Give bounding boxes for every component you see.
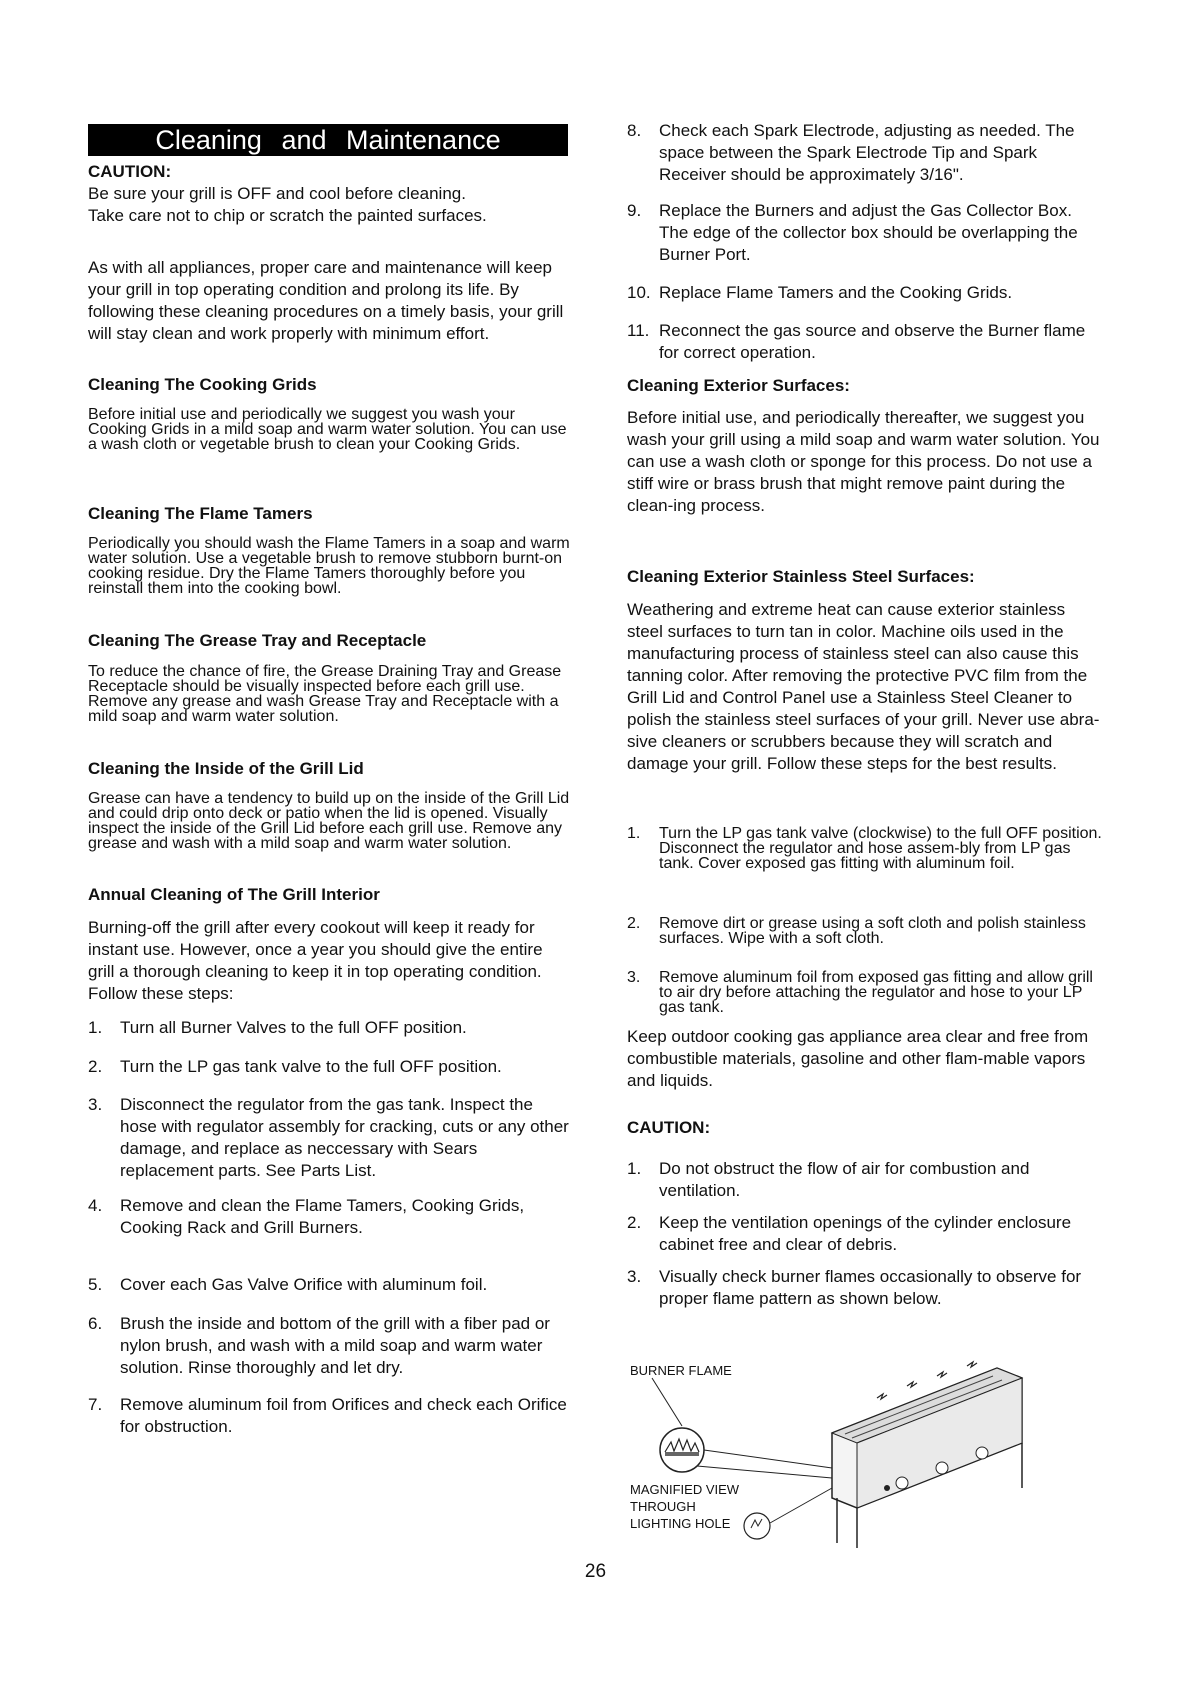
list-item-text: Reconnect the gas source and observe the Burner flame for correct operation.: [659, 321, 1086, 362]
list-item-number: 1.: [627, 825, 641, 842]
list-item-text: Turn the LP gas tank valve (clockwise) to the full OFF position. Disconnect the regulator and hose assem-bly from LP gas tank. Cover exposed gas fitting with aluminum foil.: [659, 825, 1102, 872]
list-item: [627, 1158, 1105, 1202]
list-item-number: 10.: [627, 283, 651, 302]
list-item-number: 11.: [627, 321, 650, 340]
page-number: 26: [584, 1561, 607, 1582]
control-knob-icon: [976, 1447, 988, 1459]
list-item-number: 2.: [627, 915, 641, 932]
list-item: [627, 200, 1105, 266]
list-item-number: 5.: [88, 1275, 103, 1294]
list-item: [627, 320, 1105, 364]
list-item-number: 7.: [88, 1395, 103, 1414]
caution-heading-2: CAUTION:: [627, 1118, 711, 1137]
lid-heading: Cleaning the Inside of the Grill Lid: [88, 759, 364, 778]
control-knob-icon: [936, 1462, 948, 1474]
lid-paragraph: Grease can have a tendency to build up on the inside of the Grill Lid and could drip onto deck or patio when the lid is opened. Visually inspect the inside of the Grill Lid before each grill use. Remove any grease and wash with a mild soap and warm water solution.: [88, 790, 570, 852]
lighting-hole-icon: [744, 1513, 770, 1539]
list-item-text: Remove aluminum foil from Orifices and check each Orifice for obstruction.: [120, 1395, 567, 1436]
keep-clear-paragraph: Keep outdoor cooking gas appliance area clear and free from combustible materials, gasoline and other flam-mable vapors and liquids.: [627, 1027, 1089, 1090]
list-item-number: 1.: [88, 1018, 103, 1037]
burner-flame-figure: [627, 1338, 1077, 1548]
list-item-text: Turn all Burner Valves to the full OFF position.: [120, 1018, 467, 1037]
list-item: [88, 1195, 570, 1239]
annual-heading: Annual Cleaning of The Grill Interior: [88, 885, 380, 904]
list-item: [88, 1056, 570, 1078]
list-item: [88, 1394, 570, 1438]
stainless-paragraph: Weathering and extreme heat can cause exterior stainless steel surfaces to turn tan in color. Machine oils used in the manufacturing process of stainless steel can also cause this tanning color. After removing the protective PVC film from the Grill Lid and Control Panel use a Stainless Steel Cleaner to polish the stainless steel surfaces of your grill. Never use abra-sive cleaners or scrubbers because they will scratch and damage your grill. Follow these steps for the best results.: [627, 600, 1100, 773]
lighting-hole-label: LIGHTING HOLE: [630, 1516, 731, 1531]
list-item: [88, 1017, 570, 1039]
list-item-text: Remove and clean the Flame Tamers, Cooking Grids, Cooking Rack and Grill Burners.: [120, 1196, 525, 1237]
list-item-text: Brush the inside and bottom of the grill with a fiber pad or nylon brush, and wash with a mild soap and warm water solution. Rinse thoroughly and let dry.: [120, 1314, 550, 1377]
list-item-text: Remove dirt or grease using a soft cloth and polish stainless surfaces. Wipe with a soft cloth.: [659, 915, 1086, 947]
tamers-heading: Cleaning The Flame Tamers: [88, 504, 313, 523]
list-item: [627, 120, 1105, 186]
magnified-view-label: MAGNIFIED VIEW: [630, 1482, 740, 1497]
annual-paragraph: Burning-off the grill after every cookout will keep it ready for instant use. However, once a year you should give the entire grill a thorough cleaning to keep it in top operating condition. Follow these steps:: [88, 918, 543, 1003]
list-item: [627, 1212, 1105, 1256]
list-item-number: 3.: [88, 1095, 103, 1114]
list-item: [627, 1266, 1105, 1310]
stainless-heading: Cleaning Exterior Stainless Steel Surfaces:: [627, 567, 975, 586]
list-item-text: Keep the ventilation openings of the cylinder enclosure cabinet free and clear of debris.: [659, 1213, 1072, 1254]
list-item-number: 1.: [627, 1159, 642, 1178]
exterior-heading: Cleaning Exterior Surfaces:: [627, 376, 850, 395]
list-item: [627, 970, 1105, 1015]
list-item: [88, 1313, 570, 1379]
list-item-number: 3.: [627, 1267, 642, 1286]
grids-paragraph: Before initial use and periodically we suggest you wash your Cooking Grids in a mild soap and warm water solution. You can use a wash cloth or vegetable brush to clean your Cooking Grids.: [88, 406, 567, 453]
list-item: [627, 916, 1105, 946]
list-item-text: Cover each Gas Valve Orifice with aluminum foil.: [120, 1275, 488, 1294]
list-item-text: Remove aluminum foil from exposed gas fitting and allow grill to air dry before attaching the regulator and hose to your LP gas tank.: [659, 969, 1093, 1016]
list-item-number: 2.: [627, 1213, 642, 1232]
control-knob-icon: [896, 1477, 908, 1489]
caution-text-1: Be sure your grill is OFF and cool before cleaning.: [88, 184, 466, 203]
grease-paragraph: To reduce the chance of fire, the Grease Draining Tray and Grease Receptacle should be visually inspected before each grill use. Remove any grease and wash Grease Tray and Receptacle with a mild soap and warm water solution.: [88, 663, 562, 725]
grids-heading: Cleaning The Cooking Grids: [88, 375, 317, 394]
list-item-text: Replace Flame Tamers and the Cooking Grids.: [659, 283, 1013, 302]
exterior-paragraph: Before initial use, and periodically thereafter, we suggest you wash your grill using a mild soap and warm water solution. You can use a wash cloth or sponge for this process. Do not use a stiff wire or brass brush that might remove paint during the clean-ing process.: [627, 408, 1100, 515]
list-item-number: 8.: [627, 121, 642, 140]
list-item-text: Replace the Burners and adjust the Gas Collector Box. The edge of the collector box should be overlapping the Burner Port.: [659, 201, 1078, 264]
list-item: [88, 1274, 570, 1296]
through-label: THROUGH: [630, 1499, 696, 1514]
list-item-text: Turn the LP gas tank valve to the full OFF position.: [120, 1057, 502, 1076]
page-title-banner: Cleaning and Maintenance: [88, 124, 568, 156]
intro-paragraph: As with all appliances, proper care and maintenance will keep your grill in top operating condition and prolong its life. By following these cleaning procedures on a timely basis, your grill will stay clean and work properly with minimum effort.: [88, 258, 564, 343]
list-item-text: Disconnect the regulator from the gas tank. Inspect the hose with regulator assembly for cracking, cuts or any other damage, and replace as neccessary with Sears replacement parts. See Parts List.: [120, 1095, 569, 1180]
caution-heading: CAUTION:: [88, 162, 172, 181]
list-item: [627, 826, 1105, 871]
list-item-number: 9.: [627, 201, 642, 220]
grease-heading: Cleaning The Grease Tray and Receptacle: [88, 631, 427, 650]
list-item: [627, 282, 1105, 304]
list-item-text: Do not obstruct the flow of air for combustion and ventilation.: [659, 1159, 1030, 1200]
list-item: [88, 1094, 570, 1182]
list-item-text: Visually check burner flames occasionally to observe for proper flame pattern as shown below.: [659, 1267, 1082, 1308]
list-item-number: 4.: [88, 1196, 103, 1215]
burner-flame-label: BURNER FLAME: [630, 1363, 732, 1378]
list-item-number: 3.: [627, 969, 641, 986]
list-item-text: Check each Spark Electrode, adjusting as needed. The space between the Spark Electrode Tip and Spark Receiver should be approximately 3/16".: [659, 121, 1075, 184]
tamers-paragraph: Periodically you should wash the Flame Tamers in a soap and warm water solution. Use a vegetable brush to remove stubborn burnt-on cooking residue. Dry the Flame Tamers thoroughly before you reinstall them into the cooking bowl.: [88, 535, 570, 597]
caution-text-2: Take care not to chip or scratch the painted surfaces.: [88, 206, 487, 225]
list-item-number: 6.: [88, 1314, 103, 1333]
list-item-number: 2.: [88, 1057, 103, 1076]
